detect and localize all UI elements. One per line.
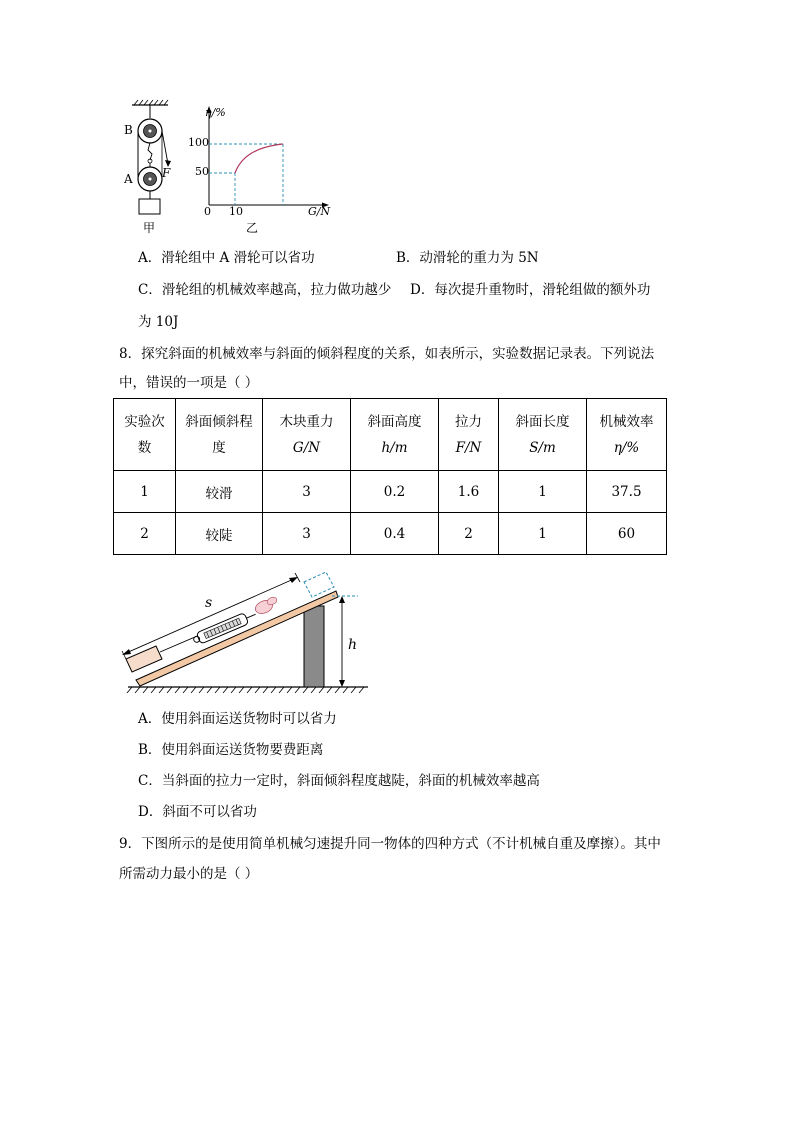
pulley-label-f: F: [162, 166, 171, 180]
table-cell: 2: [114, 513, 176, 555]
pulley-label-b: B: [124, 123, 133, 137]
table-header-cell: 斜面倾斜程 度: [176, 399, 263, 471]
table-cell: 2: [439, 513, 499, 555]
graph-caption: 乙: [246, 221, 259, 235]
experiment-table: [113, 398, 667, 555]
graph-x-tick-0: 0: [204, 205, 211, 218]
q8-option-b: B．使用斜面运送货物要费距离: [138, 742, 324, 758]
graph-y-tick-100: 100: [188, 136, 209, 149]
table-header-cell: 木块重力 G/N: [263, 399, 351, 471]
graph-y-tick-50: 50: [195, 165, 209, 178]
q7-option-d-line1: D．每次提升重物时，滑轮组做的额外功: [410, 282, 651, 298]
table-cell: 0.4: [351, 513, 439, 555]
table-cell: 37.5: [587, 471, 667, 513]
table-cell: 1: [114, 471, 176, 513]
table-cell: 较滑: [176, 471, 263, 513]
incline-figure: [118, 560, 373, 695]
q8-stem-line2: 中，错误的一项是（ ）: [119, 375, 259, 391]
table-cell: 1: [499, 471, 587, 513]
q8-option-c: C．当斜面的拉力一定时，斜面倾斜程度越陡，斜面的机械效率越高: [138, 773, 540, 789]
table-header-cell: 斜面长度 S/m: [499, 399, 587, 471]
table-header-cell: 拉力 F/N: [439, 399, 499, 471]
table-cell: 3: [263, 471, 351, 513]
table-cell: 0.2: [351, 471, 439, 513]
efficiency-curve: [235, 144, 283, 173]
q7-option-c: C．滑轮组的机械效率越高，拉力做功越少: [138, 282, 392, 298]
q8-option-a: A．使用斜面运送货物时可以省力: [138, 711, 337, 727]
table-row: [114, 513, 667, 555]
table-header-cell: 实验次 数: [114, 399, 176, 471]
table-cell: 1: [499, 513, 587, 555]
q9-stem-line2: 所需动力最小的是（ ）: [119, 866, 259, 882]
table-header-row: [114, 399, 667, 471]
pulley-label-a: A: [124, 172, 133, 186]
q8-stem-line1: 8．探究斜面的机械效率与斜面的倾斜程度的关系，如表所示，实验数据记录表。下列说法: [119, 346, 655, 362]
q7-option-b: B．动滑轮的重力为 5N: [396, 250, 539, 266]
table-row: [114, 471, 667, 513]
q9-stem-line1: 9．下图所示的是使用简单机械匀速提升同一物体的四种方式（不计机械自重及摩擦）。其中: [119, 836, 661, 852]
graph-y-axis-label: η/%: [205, 106, 226, 119]
table-cell: 1.6: [439, 471, 499, 513]
pulley-figure: [118, 98, 186, 234]
graph-x-tick-10: 10: [229, 205, 243, 218]
graph-x-axis-label: G/N: [308, 205, 331, 218]
table-header-cell: 机械效率 η/%: [587, 399, 667, 471]
table-cell: 较陡: [176, 513, 263, 555]
incline-label-s: s: [205, 595, 213, 611]
table-header-cell: 斜面高度 h/m: [351, 399, 439, 471]
incline-label-h: h: [348, 637, 358, 653]
q7-option-d-line2: 为 10J: [138, 314, 179, 330]
table-cell: 60: [587, 513, 667, 555]
pulley-caption: 甲: [143, 221, 156, 235]
q7-option-a: A．滑轮组中 A 滑轮可以省功: [138, 250, 315, 266]
table-cell: 3: [263, 513, 351, 555]
q8-option-d: D．斜面不可以省功: [138, 804, 257, 820]
